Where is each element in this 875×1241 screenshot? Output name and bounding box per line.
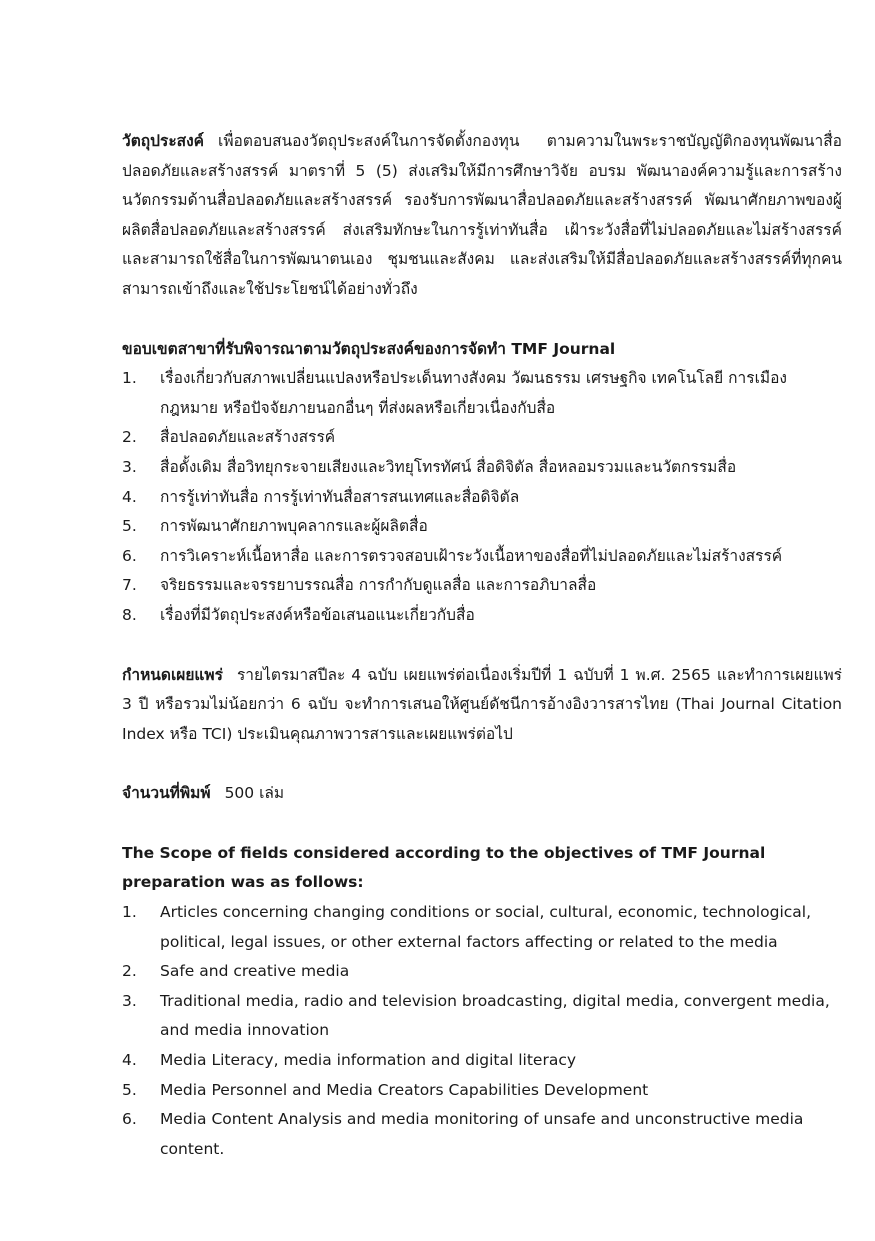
list-item: 5. การพัฒนาศักยภาพบุคลากรและผู้ผลิตสื่อ (122, 517, 428, 536)
list-item: 8. เรื่องที่มีวัตถุประสงค์หรือข้อเสนอแนะเกี่ยวกับสื่อ (122, 605, 475, 624)
scope-en-list (122, 898, 842, 1164)
list-item: 7. จริยธรรมและจรรยาบรรณสื่อ การกำกับดูแลสื่อ และการอภิบาลสื่อ (122, 576, 597, 595)
list-item: 4. การรู้เท่าทันสื่อ การรู้เท่าทันสื่อสารสนเทศและสื่อดิจิตัล (122, 487, 520, 506)
print-count-label: จำนวนที่พิมพ์ (122, 784, 211, 803)
scope-th-heading: ขอบเขตสาขาที่รับพิจารณาตามวัตถุประสงค์ของการจัดทำ TMF Journal (122, 339, 616, 358)
print-count-paragraph (122, 779, 842, 809)
document-page (122, 127, 842, 1164)
list-item: 5. Media Personnel and Media Creators Capabilities Development (122, 1080, 649, 1099)
list-item: 6. การวิเคราะห์เนื้อหาสื่อ และการตรวจสอบเฝ้าระวังเนื้อหาของสื่อที่ไม่ปลอดภัยและไม่สร้างสรรค์ (122, 546, 783, 565)
print-count-value: 500 เล่ม (224, 784, 285, 803)
schedule-label: กำหนดเผยแพร่ (122, 665, 223, 684)
schedule-paragraph (122, 661, 842, 750)
list-item: 4. Media Literacy, media information and digital literacy (122, 1051, 577, 1070)
list-item: 1. Articles concerning changing conditions or social, cultural, economic, technological, political, legal issues, or other external factors affecting or related to the media (122, 903, 811, 951)
objective-paragraph (122, 127, 842, 305)
list-item: 3. Traditional media, radio and television broadcasting, digital media, convergent media, and media innovation (122, 991, 830, 1040)
objective-text: เพื่อตอบสนองวัตถุประสงค์ในการจัดตั้งกองทุน ตามความในพระราชบัญญัติกองทุนพัฒนาสื่อปลอดภัยและสร้างสรรค์ มาตราที่ 5 (5) ส่งเสริมให้มีการศึกษาวิจัย อบรม พัฒนาองค์ความรู้และการสร้างนวัตกรรมด้านสื่อปลอดภัยและสร้างสรรค์ รองรับการพัฒนาสื่อปลอดภัยและสร้างสรรค์ พัฒนาศักยภาพของผู้ผลิตสื่อปลอดภัยและสร้างสรรค์ ส่งเสริมทักษะในการรู้เท่าทันสื่อ เฝ้าระวังสื่อที่ไม่ปลอดภัยและไม่สร้างสรรค์ และสามารถใช้สื่อในการพัฒนาตนเอง ชุมชนและสังคม และส่งเสริมให้มีสื่อปลอดภัยและสร้างสรรค์ที่ทุกคนสามารถเข้าถึงและใช้ประโยชน์ได้อย่างทั่วถึง (122, 132, 842, 298)
list-item: 2. Safe and creative media (122, 962, 350, 981)
schedule-text: รายไตรมาสปีละ 4 ฉบับ เผยแพร่ต่อเนื่องเริ่มปีที่ 1 ฉบับที่ 1 พ.ศ. 2565 และทำการเผยแพร่ 3 ปี หรือรวมไม่น้อยกว่า 6 ฉบับ จะทำการเสนอให้ศูนย์ดัชนีการอ้างอิงวารสารไทย (Thai Journal Citation Index หรือ TCI) ประเมินคุณภาพวารสารและเผยแพร่ต่อไป (122, 665, 842, 743)
list-item: 2. สื่อปลอดภัยและสร้างสรรค์ (122, 428, 336, 447)
scope-th-list (122, 364, 842, 630)
objective-label: วัตถุประสงค์ (122, 132, 205, 150)
list-item: 6. Media Content Analysis and media monitoring of unsafe and unconstructive media content. (122, 1110, 804, 1158)
scope-en-heading: The Scope of fields considered according to the objectives of TMF Journal preparation was as follows: (122, 843, 766, 892)
list-item: 3. สื่อดั้งเดิม สื่อวิทยุกระจายเสียงและวิทยุโทรทัศน์ สื่อดิจิตัล สื่อหลอมรวมและนวัตกรรมสื่อ (122, 457, 737, 476)
list-item: 1. เรื่องเกี่ยวกับสภาพเปลี่ยนแปลงหรือประเด็นทางสังคม วัฒนธรรม เศรษฐกิจ เทคโนโลยี การเมือง กฎหมาย หรือปัจจัยภายนอกอื่นๆ ที่ส่งผลหรือเกี่ยวเนื่องกับสื่อ (122, 369, 787, 417)
